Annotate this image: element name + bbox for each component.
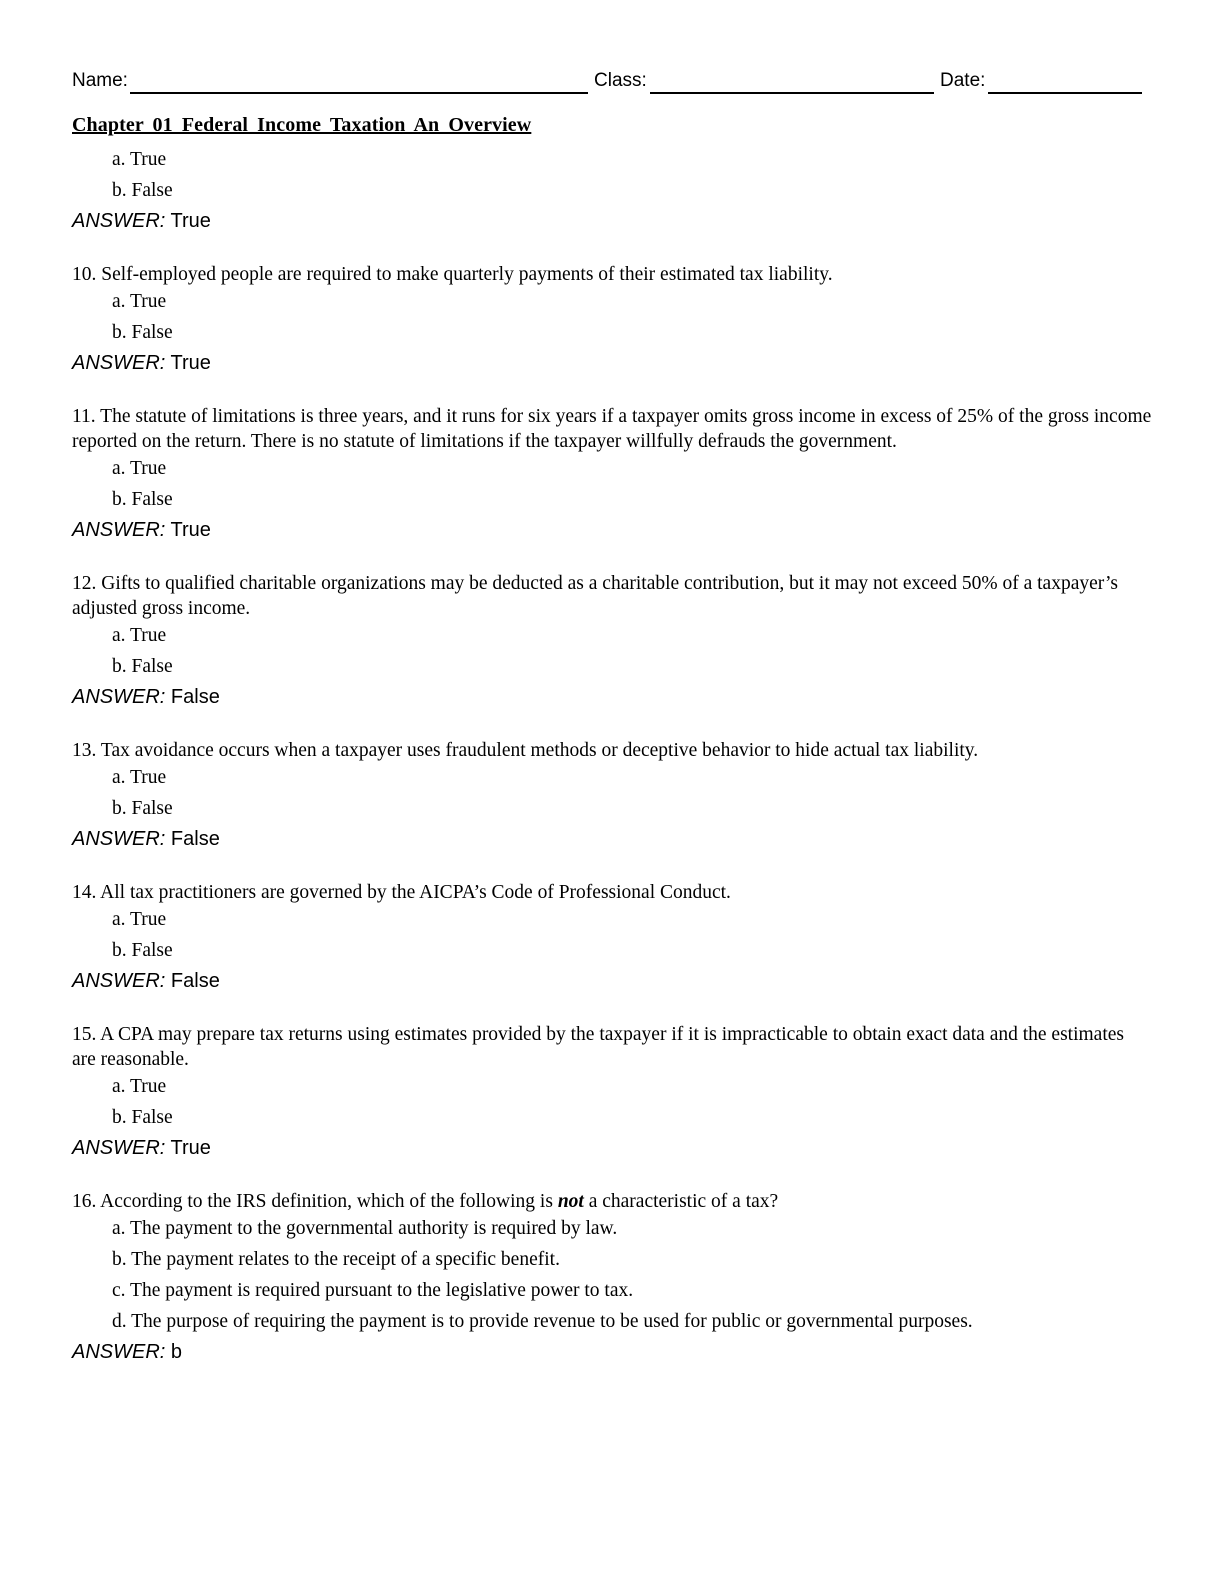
question-emphasis: not — [557, 1191, 584, 1212]
answer-line — [72, 351, 1152, 376]
date-label: Date: — [940, 70, 986, 91]
answer-line — [72, 1340, 1152, 1365]
document-page — [72, 70, 1152, 1365]
question-text-before: 16. According to the IRS definition, which of the following is — [72, 1191, 558, 1212]
option: a. True — [112, 909, 167, 930]
question-15 — [72, 1022, 1152, 1161]
option: b. False — [112, 656, 173, 677]
option: b. False — [112, 940, 173, 961]
question-10 — [72, 262, 1152, 376]
question-16 — [72, 1189, 1152, 1365]
answer-label: ANSWER: — [72, 686, 166, 708]
answer-line — [72, 1136, 1152, 1161]
date-blank-line — [988, 92, 1142, 94]
answer-label: ANSWER: — [72, 970, 166, 992]
answer-label: ANSWER: — [72, 352, 166, 374]
question-text: 15. A CPA may prepare tax returns using estimates provided by the taxpayer if it is impracticable to obtain exact data and the estimates are reasonable. — [72, 1024, 1125, 1070]
answer-value: b — [170, 1341, 183, 1363]
answer-label: ANSWER: — [72, 828, 166, 850]
answer-value: False — [170, 970, 220, 992]
chapter-title: Chapter 01 Federal Income Taxation An Overview — [72, 114, 532, 136]
question-text — [72, 1189, 1152, 1214]
option: a. The payment to the governmental authority is required by law. — [112, 1218, 618, 1239]
question-text-after: a characteristic of a tax? — [583, 1191, 779, 1212]
question-14 — [72, 880, 1152, 994]
question-text: 10. Self-employed people are required to make quarterly payments of their estimated tax liability. — [72, 264, 833, 285]
name-blank-line — [130, 92, 588, 94]
answer-label: ANSWER: — [72, 1341, 166, 1363]
answer-label: ANSWER: — [72, 210, 166, 232]
answer-value: True — [170, 1137, 211, 1159]
option: a. True — [112, 625, 167, 646]
question-block-continued — [72, 147, 1152, 234]
name-label: Name: — [72, 70, 128, 91]
answer-line — [72, 969, 1152, 994]
answer-value: False — [170, 828, 220, 850]
answer-value: True — [170, 210, 211, 232]
option: b. False — [112, 489, 173, 510]
option: a. True — [112, 291, 167, 312]
header-fields — [72, 70, 1152, 100]
option: a. True — [112, 767, 167, 788]
option: a. True — [112, 149, 167, 170]
option: d. The purpose of requiring the payment is to provide revenue to be used for public or governmental purposes. — [112, 1311, 973, 1332]
question-text: 14. All tax practitioners are governed by the AICPA’s Code of Professional Conduct. — [72, 882, 731, 903]
question-13 — [72, 738, 1152, 852]
answer-label: ANSWER: — [72, 1137, 166, 1159]
question-12 — [72, 571, 1152, 710]
question-11 — [72, 404, 1152, 543]
answer-value: True — [170, 352, 211, 374]
option: b. False — [112, 322, 173, 343]
option: a. True — [112, 458, 167, 479]
answer-line — [72, 518, 1152, 543]
option: c. The payment is required pursuant to the legislative power to tax. — [112, 1280, 634, 1301]
answer-line — [72, 685, 1152, 710]
option: b. False — [112, 180, 173, 201]
option: b. False — [112, 1107, 173, 1128]
class-label: Class: — [594, 70, 647, 91]
answer-value: False — [170, 686, 220, 708]
answer-line — [72, 209, 1152, 234]
answer-value: True — [170, 519, 211, 541]
class-blank-line — [650, 92, 934, 94]
question-text: 11. The statute of limitations is three years, and it runs for six years if a taxpayer omits gross income in excess of 25% of the gross income reported on the return. There is no statute of limitations if the taxpayer willfully defrauds the government. — [72, 406, 1152, 452]
option: b. The payment relates to the receipt of a specific benefit. — [112, 1249, 560, 1270]
question-text: 12. Gifts to qualified charitable organizations may be deducted as a charitable contribution, but it may not exceed 50% of a taxpayer’s adjusted gross income. — [72, 573, 1118, 619]
option: a. True — [112, 1076, 167, 1097]
answer-line — [72, 827, 1152, 852]
option: b. False — [112, 798, 173, 819]
answer-label: ANSWER: — [72, 519, 166, 541]
question-text: 13. Tax avoidance occurs when a taxpayer uses fraudulent methods or deceptive behavior to hide actual tax liability. — [72, 740, 979, 761]
